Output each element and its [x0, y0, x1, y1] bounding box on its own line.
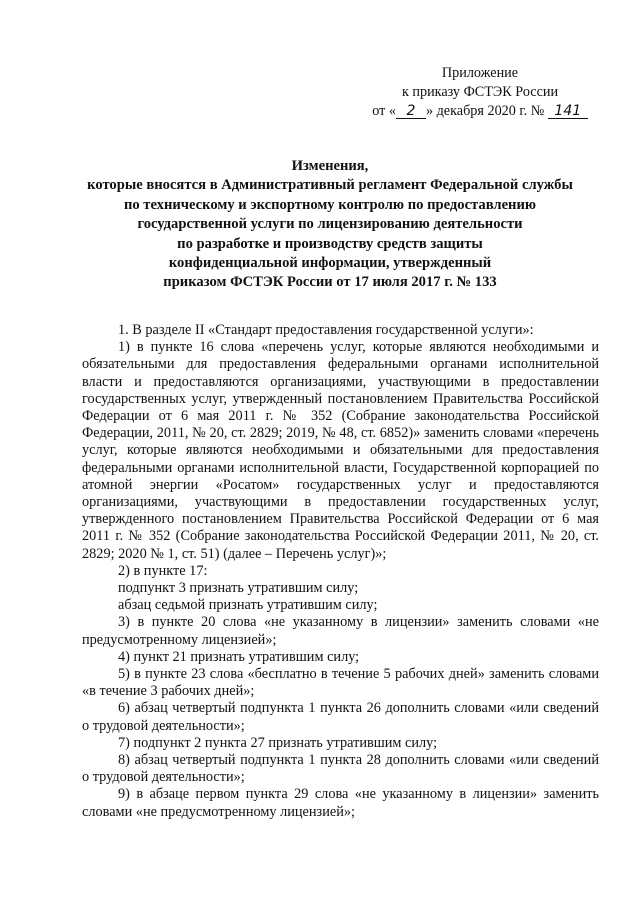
appendix-date-line: [360, 102, 600, 121]
handwritten-order-number: 141: [548, 104, 588, 119]
document-title: [60, 157, 600, 293]
title-heading: Изменения,: [291, 158, 369, 174]
sub-item: абзац седьмой признать утратившим силу;: [118, 597, 378, 614]
list-item: 3) в пункте 20 слова «не указанному в лицензии» заменить словами «не предусмотренному лицензией»;: [82, 614, 599, 648]
list-item: 4) пункт 21 признать утратившим силу;: [118, 648, 360, 665]
title-line: по техническому и экспортному контролю по предоставлению: [123, 196, 537, 213]
sub-item: подпункт 3 признать утратившим силу;: [118, 580, 359, 597]
title-line: приказом ФСТЭК России от 17 июля 2017 г. № 133: [163, 274, 497, 291]
title-line: государственной услуги по лицензированию деятельности: [137, 216, 523, 233]
list-item: 6) абзац четвертый подпункта 1 пункта 26 дополнить словами «или сведений о трудовой деятельности»;: [82, 700, 599, 734]
section-intro: 1. В разделе II «Стандарт предоставления государственной услуги»:: [118, 322, 534, 338]
appendix-order-ref: к приказу ФСТЭК России: [401, 84, 559, 100]
appendix-header: [360, 64, 600, 121]
list-item: 9) в абзаце первом пункта 29 слова «не указанному в лицензии» заменить словами «не предусмотренному лицензией»;: [82, 786, 599, 820]
list-item: 2) в пункте 17:: [118, 562, 208, 579]
list-item: 8) абзац четвертый подпункта 1 пункта 28 дополнить словами «или сведений о трудовой деятельности»;: [82, 752, 599, 786]
document-body: [82, 322, 599, 821]
list-item: 7) подпункт 2 пункта 27 признать утратившим силу;: [118, 734, 438, 751]
list-item: 1) в пункте 16 слова «перечень услуг, которые являются необходимыми и обязательными для предоставления федеральными органами исполнительной власти и предоставляются организациями, участвующими в предоставлении государственных услуг, утвержденный постановлением Правительства Российской Федерации от 6 мая 2011 г. № 352 (Собрание законодательства Российской Федерации, 2011, № 20, ст. 2829; 2019, № 48, ст. 6852)» заменить словами «перечень услуг, которые являются необходимыми и обязательными для предоставления федеральными органами исполнительной власти, Государственной корпорацией по атомной энергии «Росатом» государственных услуг и предоставляются организациями, участвующими в предоставлении государственных услуг, утвержденного постановлением Правительства Российской Федерации от 6 мая 2011 г. № 352 (Собрание законодательства Российской Федерации 2011, № 20, ст. 2829; 2020 № 1, ст. 51) (далее – Перечень услуг)»;: [82, 339, 599, 562]
title-line: конфиденциальной информации, утвержденный: [168, 255, 492, 272]
title-line: по разработке и производству средств защиты: [177, 235, 483, 252]
title-line: которые вносятся в Административный регламент Федеральной службы: [87, 177, 573, 194]
date-prefix: от «: [372, 103, 396, 119]
appendix-label: Приложение: [441, 65, 519, 81]
handwritten-day: 2: [396, 104, 426, 119]
date-middle: » декабря 2020 г. №: [425, 103, 545, 119]
list-item: 5) в пункте 23 слова «бесплатно в течение 5 рабочих дней» заменить словами «в течение 3 рабочих дней»;: [82, 666, 599, 700]
